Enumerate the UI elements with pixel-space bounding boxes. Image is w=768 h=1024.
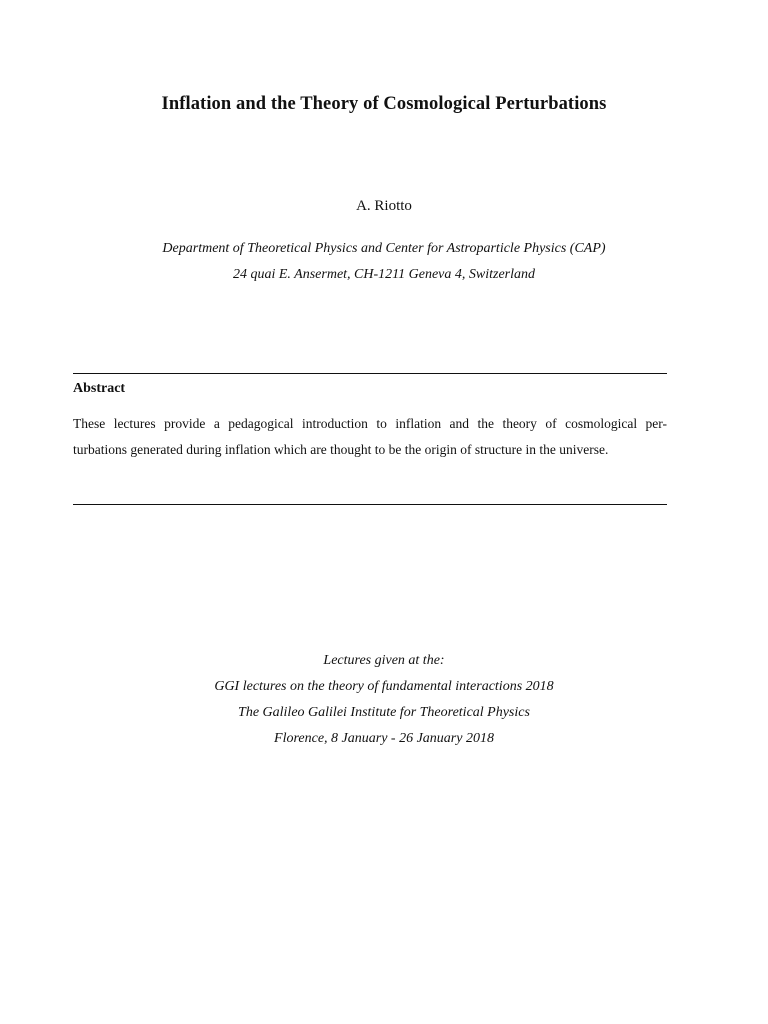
abstract-line-1: These lectures provide a pedagogical introduction to inflation and the theory of cosmological per- [73,416,667,431]
lectures-block [0,648,768,752]
abstract-heading: Abstract [73,381,126,396]
lectures-line-3: The Galileo Galilei Institute for Theoretical Physics [238,705,530,720]
lectures-line-2: GGI lectures on the theory of fundamental interactions 2018 [214,679,554,694]
abstract-body [73,411,667,463]
lectures-line-1: Lectures given at the: [323,653,445,668]
abstract-line-2: turbations generated during inflation which are thought to be the origin of structure in the universe. [73,442,609,457]
lectures-line-4: Florence, 8 January - 26 January 2018 [274,731,494,746]
affiliation-line-2: 24 quai E. Ansermet, CH-1211 Geneva 4, Switzerland [232,267,535,282]
author-name: A. Riotto [356,198,412,214]
abstract-bottom-rule [73,504,667,505]
paper-title: Inflation and the Theory of Cosmological Perturbations [161,94,607,114]
abstract-top-rule [73,373,667,374]
affiliation-line-1: Department of Theoretical Physics and Center for Astroparticle Physics (CAP) [162,241,606,256]
